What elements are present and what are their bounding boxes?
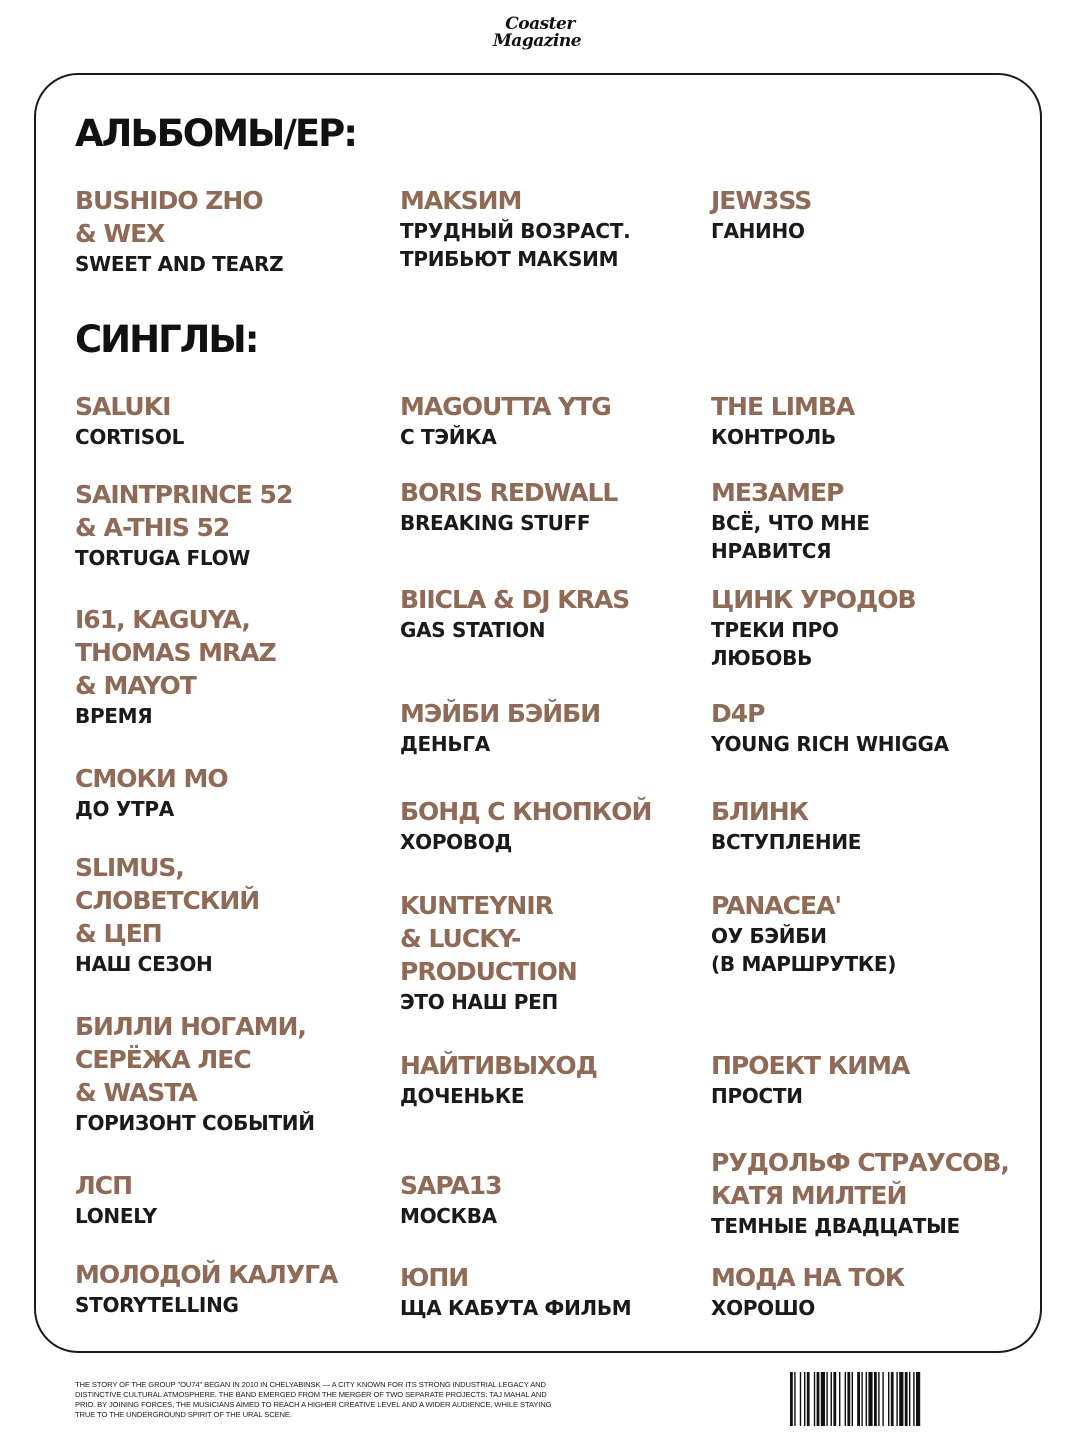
single-entry: [75, 1169, 157, 1230]
singles-heading: СИНГЛЫ:: [75, 318, 258, 361]
single-title: ОУ БЭЙБИ (В МАРШРУТКЕ): [711, 924, 897, 976]
single-entry: [400, 476, 617, 537]
barcode-bar: [817, 1372, 820, 1426]
album-artist: MAKSИM: [400, 186, 522, 215]
single-entry: [711, 390, 854, 451]
barcode-bar: [794, 1372, 795, 1426]
single-entry: [75, 851, 259, 978]
barcode-bar: [896, 1372, 897, 1426]
barcode-bar: [857, 1372, 860, 1426]
single-entry: [75, 478, 292, 572]
single-entry: [400, 1049, 597, 1110]
album-title: ТРУДНЫЙ ВОЗРАСТ. ТРИБЬЮТ МАКSИМ: [400, 219, 631, 271]
barcode-bar: [916, 1372, 920, 1426]
barcode-bar: [882, 1372, 883, 1426]
single-entry: [711, 1049, 909, 1110]
single-title: ВСТУПЛЕНИЕ: [711, 830, 862, 854]
single-title: YOUNG RICH WHIGGA: [711, 732, 949, 756]
barcode-bar: [913, 1372, 914, 1426]
single-artist: SLIMUS, СЛОВЕТСКИЙ & ЦЕП: [75, 853, 260, 948]
single-artist: PANACEA': [711, 891, 842, 920]
single-title: МОСКВА: [400, 1204, 497, 1228]
single-entry: [711, 583, 916, 672]
single-entry: [75, 1010, 315, 1137]
album-artist: JEW3SS: [711, 186, 812, 215]
single-artist: МЭЙБИ БЭЙБИ: [400, 699, 601, 728]
single-entry: [75, 603, 276, 730]
single-artist: D4P: [711, 699, 765, 728]
single-artist: SALUKI: [75, 392, 171, 421]
single-artist: KUNTEYNIR & LUCKY- PRODUCTION: [400, 891, 577, 986]
barcode-bar: [891, 1372, 894, 1426]
album-artist: BUSHIDO ZHO & WEX: [75, 186, 263, 248]
single-entry: [400, 697, 600, 758]
barcode-bar: [821, 1372, 825, 1426]
barcode-bar: [868, 1372, 872, 1426]
single-title: ЭТО НАШ РЕП: [400, 990, 558, 1014]
barcode-bar: [790, 1372, 793, 1426]
single-title: GAS STATION: [400, 618, 546, 642]
single-title: TORTUGA FLOW: [75, 546, 251, 570]
barcode-bar: [833, 1372, 836, 1426]
footer-description: THE STORY OF THE GROUP "OU74" BEGAN IN 2010 IN CHELYABINSK — A CITY KNOWN FOR ITS STRONG INDUSTRIAL LEGACY AND DISTINCTIVE CULTURAL ATMOSPHERE. THE BAND EMERGED FROM THE MERGER OF TWO SEPARATE PROJECTS: TAJ MAHAL AND PRIO. BY JOINING FORCES, THE MUSICIANS AIMED TO REACH A HIGHER CREATIVE LEVEL AND A WIDER AUDIENCE, WHILE STAYING TRUE TO THE UNDERGROUND SPIRIT OF THE URAL SCENE.: [75, 1380, 552, 1419]
single-artist: БОНД С КНОПКОЙ: [400, 797, 652, 826]
barcode-bar: [839, 1372, 840, 1426]
single-title: ХОРОВОД: [400, 830, 513, 854]
barcode-bar: [852, 1372, 853, 1426]
single-entry: [75, 390, 184, 451]
single-entry: [400, 390, 611, 451]
album-entry: [711, 184, 811, 245]
single-entry: [400, 1261, 631, 1322]
single-artist: МОЛОДОЙ КАЛУГА: [75, 1260, 338, 1289]
single-artist: РУДОЛЬФ СТРАУСОВ, КАТЯ МИЛТЕЙ: [711, 1148, 1009, 1210]
barcode-bar: [874, 1372, 877, 1426]
barcode-bar: [831, 1372, 832, 1426]
single-title: НАШ СЕЗОН: [75, 952, 213, 976]
album-title: ГАНИНО: [711, 219, 805, 243]
single-entry: [400, 795, 651, 856]
single-artist: ЛСП: [75, 1171, 133, 1200]
single-artist: ПРОЕКТ КИМА: [711, 1051, 910, 1080]
single-title: ХОРОШО: [711, 1296, 815, 1320]
single-title: ДО УТРА: [75, 797, 174, 821]
single-title: ТРЕКИ ПРО ЛЮБОВЬ: [711, 618, 839, 670]
single-title: С ТЭЙКА: [400, 425, 497, 449]
barcode-bar: [878, 1372, 879, 1426]
single-title: STORYTELLING: [75, 1293, 239, 1317]
single-entry: [711, 697, 949, 758]
single-entry: [75, 1258, 337, 1319]
single-entry: [711, 1261, 904, 1322]
single-entry: [400, 583, 629, 644]
single-entry: [711, 1146, 1009, 1240]
single-title: ВРЕМЯ: [75, 704, 153, 728]
single-entry: [711, 795, 861, 856]
single-artist: I61, KAGUYA, THOMAS MRAZ & MAYOT: [75, 605, 276, 700]
single-artist: МЕЗАМЕР: [711, 478, 844, 507]
barcode-bar: [847, 1372, 850, 1426]
single-title: LONELY: [75, 1204, 157, 1228]
single-artist: БЛИНК: [711, 797, 809, 826]
single-entry: [75, 762, 228, 823]
single-artist: SAPA13: [400, 1171, 502, 1200]
barcode-bar: [909, 1372, 910, 1426]
single-title: КОНТРОЛЬ: [711, 425, 836, 449]
single-title: ЩА КАБУТА ФИЛЬМ: [400, 1296, 632, 1320]
logo-line-1: Coaster: [505, 14, 575, 34]
single-artist: ЮПИ: [400, 1263, 469, 1292]
single-title: ПРОСТИ: [711, 1084, 803, 1108]
barcode-bar: [888, 1372, 889, 1426]
single-artist: НАЙТИВЫХОД: [400, 1051, 597, 1080]
barcode-bar: [905, 1372, 908, 1426]
single-title: ГОРИЗОНТ СОБЫТИЙ: [75, 1111, 315, 1135]
single-artist: SAINTPRINCE 52 & A-THIS 52: [75, 480, 293, 542]
single-entry: [400, 1169, 502, 1230]
barcode-bar: [807, 1372, 810, 1426]
single-title: ВСЁ, ЧТО МНЕ НРАВИТСЯ: [711, 511, 870, 563]
barcode-bar: [866, 1372, 867, 1426]
single-entry: [711, 476, 870, 565]
single-artist: BIICLA & DJ KRAS: [400, 585, 630, 614]
barcode-bar: [814, 1372, 815, 1426]
barcode-bar: [826, 1372, 827, 1426]
single-entry: [711, 889, 896, 978]
single-artist: СМОКИ МО: [75, 764, 228, 793]
barcode-icon: [790, 1372, 1002, 1426]
magazine-logo: [0, 16, 1080, 50]
single-entry: [400, 889, 577, 1016]
albums-heading: АЛЬБОМЫ/EP:: [75, 112, 357, 155]
album-entry: [75, 184, 283, 278]
barcode-bar: [845, 1372, 846, 1426]
single-title: ДЕНЬГА: [400, 732, 490, 756]
barcode-bar: [861, 1372, 862, 1426]
single-title: ДОЧЕНЬКЕ: [400, 1084, 525, 1108]
single-artist: BORIS REDWALL: [400, 478, 618, 507]
single-artist: МОДА НА ТОК: [711, 1263, 905, 1292]
logo-line-2: Magazine: [492, 31, 582, 51]
single-title: BREAKING STUFF: [400, 511, 591, 535]
single-title: ТЕМНЫЕ ДВАДЦАТЫЕ: [711, 1214, 960, 1238]
single-artist: THE LIMBA: [711, 392, 855, 421]
single-artist: БИЛЛИ НОГАМИ, СЕРЁЖА ЛЕС & WASTA: [75, 1012, 306, 1107]
album-entry: [400, 184, 630, 273]
single-artist: MAGOUTTA YTG: [400, 392, 611, 421]
barcode-bar: [804, 1372, 805, 1426]
album-title: SWEET AND TEARZ: [75, 252, 284, 276]
barcode-bar: [800, 1372, 801, 1426]
single-title: CORTISOL: [75, 425, 185, 449]
barcode-bar: [899, 1372, 903, 1426]
single-artist: ЦИНК УРОДОВ: [711, 585, 916, 614]
